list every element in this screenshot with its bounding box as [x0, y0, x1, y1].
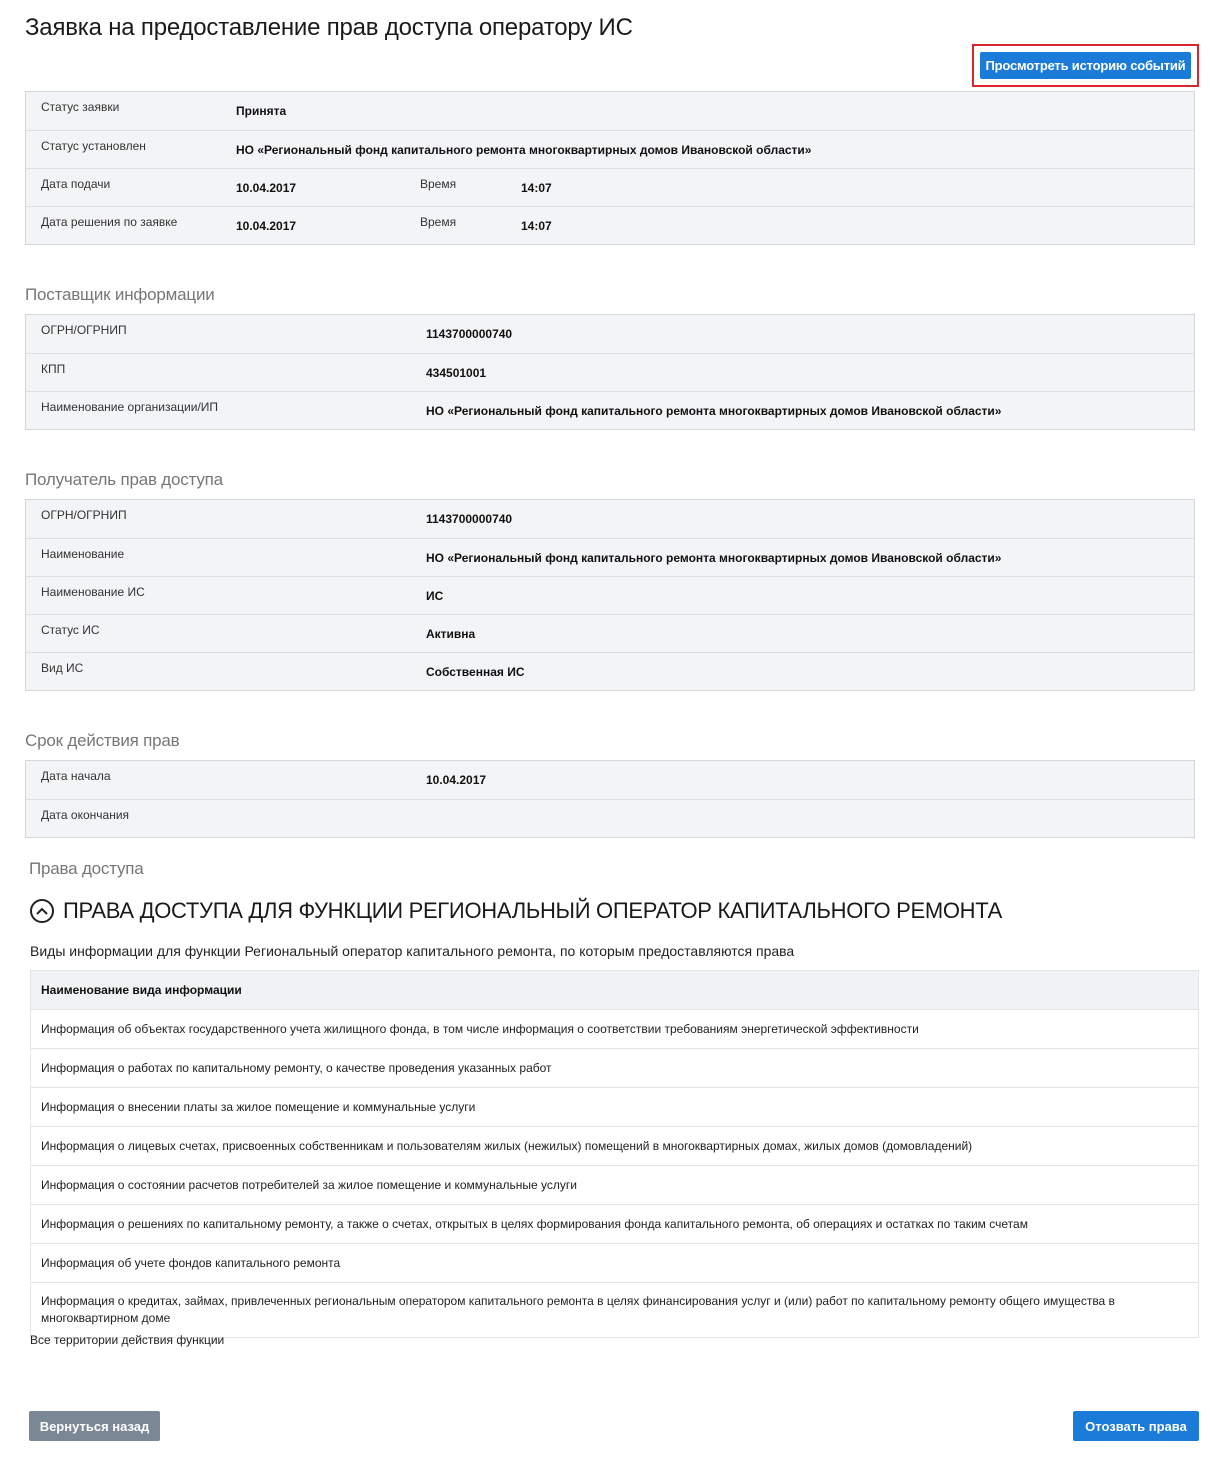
table-row: Информация о внесении платы за жилое помещение и коммунальные услуги [31, 1087, 1198, 1126]
info-row [26, 614, 1194, 652]
info-row [26, 168, 1194, 206]
info-row [26, 130, 1194, 168]
decision-date-value: 10.04.2017 [236, 219, 297, 233]
rights-group-title: ПРАВА ДОСТУПА ДЛЯ ФУНКЦИИ РЕГИОНАЛЬНЫЙ ОПЕРАТОР КАПИТАЛЬНОГО РЕМОНТА [63, 898, 1003, 923]
decision-time-label: Время [420, 215, 457, 229]
recipient-is-name-label: Наименование ИС [41, 585, 145, 599]
submit-time-label: Время [420, 177, 457, 191]
validity-start-label: Дата начала [41, 769, 111, 783]
table-row: Информация о лицевых счетах, присвоенных собственникам и пользователям жилых (нежилых) помещений в многоквартирных домах, жилых домов (домовладений) [31, 1126, 1198, 1165]
supplier-name-value: НО «Региональный фонд капитального ремонта многоквартирных домов Ивановской области» [426, 404, 1002, 418]
info-types-caption: Виды информации для функции Региональный оператор капитального ремонта, по которым предоставляются права [30, 943, 795, 959]
recipient-is-type-label: Вид ИС [41, 661, 84, 675]
recipient-is-name-value: ИС [426, 589, 444, 603]
info-types-table [30, 970, 1199, 1338]
status-set-by-label: Статус установлен [41, 139, 146, 153]
status-value: Принята [236, 104, 287, 118]
history-button-highlight [972, 44, 1199, 87]
request-status-table [25, 91, 1195, 245]
table-row: Информация о кредитах, займах, привлеченных региональным оператором капитального ремонта в целях финансирования услуг и (или) работ по капитальному ремонту общего имущества в многоквартирном доме [31, 1282, 1198, 1337]
supplier-ogrn-value: 1143700000740 [426, 327, 513, 341]
recipient-section-title: Получатель прав доступа [25, 470, 223, 489]
validity-end-label: Дата окончания [41, 808, 130, 822]
supplier-name-label: Наименование организации/ИП [41, 400, 219, 414]
column-header-info-type: Наименование вида информации [31, 971, 1198, 1009]
table-row: Информация об объектах государственного учета жилищного фонда, в том числе информация о соответствии требованиям энергетической эффективности [31, 1009, 1198, 1048]
page-title: Заявка на предоставление прав доступа оператору ИС [25, 14, 633, 41]
table-row: Информация о решениях по капитальному ремонту, а также о счетах, открытых в целях формирования фонда капитального ремонта, об операциях и остатках по таким счетам [31, 1204, 1198, 1243]
recipient-ogrn-label: ОГРН/ОГРНИП [41, 508, 127, 522]
recipient-name-value: НО «Региональный фонд капитального ремонта многоквартирных домов Ивановской области» [426, 551, 1002, 565]
submit-time-value: 14:07 [521, 181, 552, 195]
info-row [26, 206, 1194, 244]
table-row: Информация о работах по капитальному ремонту, о качестве проведения указанных работ [31, 1048, 1198, 1087]
view-history-button[interactable]: Просмотреть историю событий [980, 52, 1191, 79]
info-row [26, 92, 1194, 130]
rights-section-title: Права доступа [29, 859, 144, 878]
info-row [26, 538, 1194, 576]
recipient-name-label: Наименование [41, 547, 125, 561]
info-row [26, 576, 1194, 614]
info-row [26, 500, 1194, 538]
supplier-kpp-label: КПП [41, 362, 66, 376]
recipient-is-status-value: Активна [426, 627, 476, 641]
recipient-table [25, 499, 1195, 691]
rights-group-header[interactable] [30, 896, 1002, 926]
supplier-table [25, 314, 1195, 430]
territories-note: Все территории действия функции [30, 1333, 225, 1347]
submit-date-value: 10.04.2017 [236, 181, 297, 195]
validity-table [25, 760, 1195, 838]
decision-time-value: 14:07 [521, 219, 552, 233]
table-row: Информация о состоянии расчетов потребителей за жилое помещение и коммунальные услуги [31, 1165, 1198, 1204]
info-row [26, 391, 1194, 429]
validity-section-title: Срок действия прав [25, 731, 180, 750]
validity-start-value: 10.04.2017 [426, 773, 487, 787]
back-button[interactable]: Вернуться назад [29, 1411, 160, 1441]
info-row [26, 799, 1194, 837]
supplier-kpp-value: 434501001 [426, 366, 487, 380]
supplier-section-title: Поставщик информации [25, 285, 215, 304]
status-label: Статус заявки [41, 100, 120, 114]
table-row: Информация об учете фондов капитального ремонта [31, 1243, 1198, 1282]
supplier-ogrn-label: ОГРН/ОГРНИП [41, 323, 127, 337]
recipient-ogrn-value: 1143700000740 [426, 512, 513, 526]
recipient-is-status-label: Статус ИС [41, 623, 100, 637]
status-set-by-value: НО «Региональный фонд капитального ремонта многоквартирных домов Ивановской области» [236, 143, 812, 157]
revoke-rights-button[interactable]: Отозвать права [1073, 1411, 1199, 1441]
recipient-is-type-value: Собственная ИС [426, 665, 525, 679]
chevron-up-circle-icon[interactable] [30, 899, 54, 923]
info-row [26, 353, 1194, 391]
decision-date-label: Дата решения по заявке [41, 215, 178, 229]
submit-date-label: Дата подачи [41, 177, 111, 191]
info-row [26, 761, 1194, 799]
info-row [26, 652, 1194, 690]
info-row [26, 315, 1194, 353]
